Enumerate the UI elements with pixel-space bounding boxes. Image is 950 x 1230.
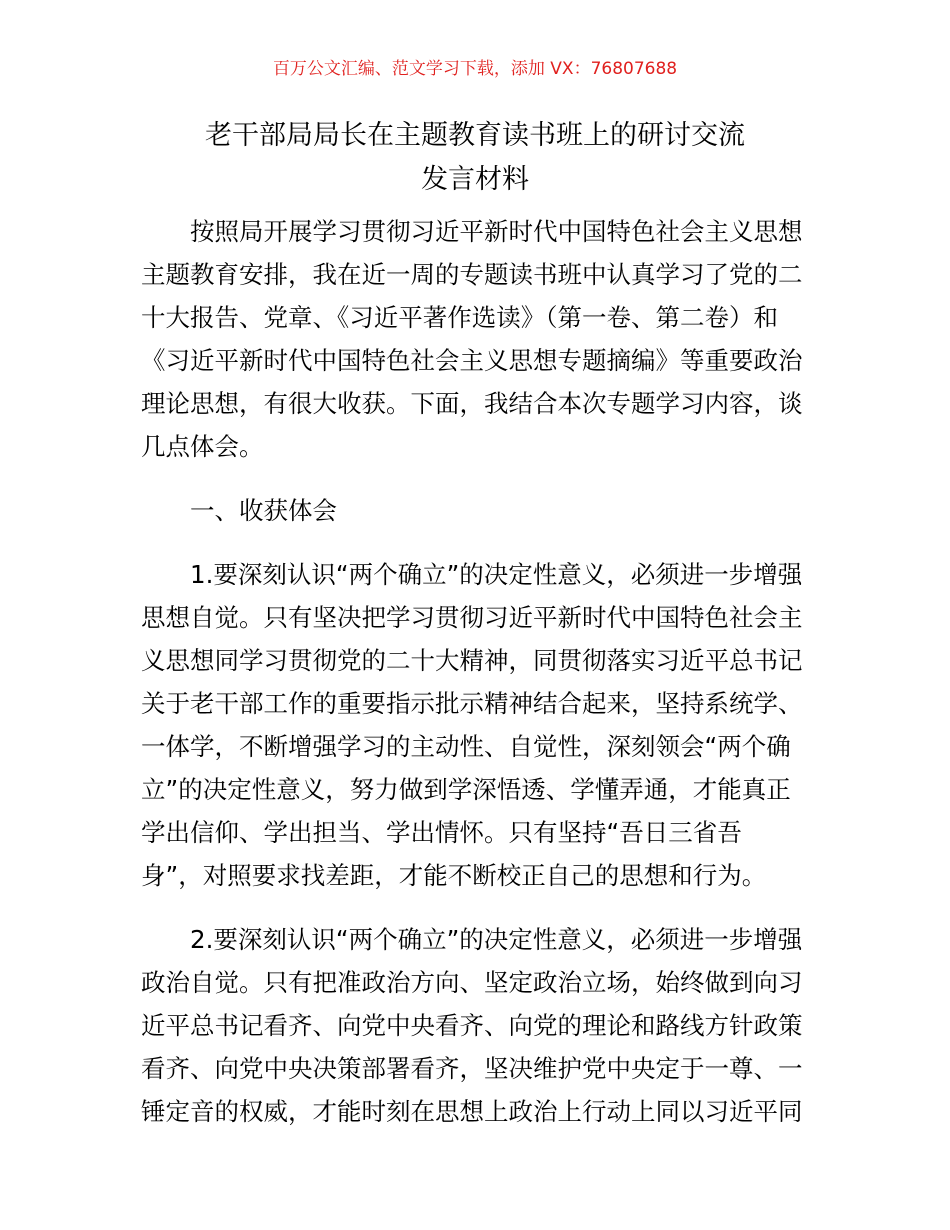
section-heading — [141, 489, 813, 532]
text-line: 政治自觉。只有把准政治方向、坚定政治立场，始终做到向习 — [141, 968, 803, 997]
text-line: 看齐、向党中央决策部署看齐，坚决维护党中央定于一尊、一 — [141, 1054, 803, 1083]
paragraph-point-1 — [141, 553, 813, 897]
text-line: 学出信仰、学出担当、学出情怀。只有坚持“吾日三省吾 — [141, 818, 742, 847]
watermark-banner: 百万公文汇编、范文学习下载，添加 VX：76807688 — [272, 59, 678, 79]
text-line: 几点体会。 — [141, 432, 264, 461]
text-line: 1.要深刻认识“两个确立”的决定性意义，必须进一步增强 — [190, 560, 803, 589]
text-line: 锤定音的权威，才能时刻在思想上政治上行动上同以习近平同 — [141, 1097, 803, 1126]
heading-line: 一、收获体会 — [190, 496, 337, 525]
text-line: 按照局开展学习贯彻习近平新时代中国特色社会主义思想 — [190, 217, 803, 246]
text-line: 一体学，不断增强学习的主动性、自觉性，深刻领会“两个确 — [141, 732, 791, 761]
text-line: 主题教育安排，我在近一周的专题读书班中认真学习了党的二 — [141, 260, 803, 289]
text-line: 关于老干部工作的重要指示批示精神结合起来，坚持系统学、 — [141, 689, 803, 718]
text-line: 理论思想，有很大收获。下面，我结合本次专题学习内容，谈 — [141, 389, 803, 418]
text-line: 身”，对照要求找差距，才能不断校正自己的思想和行为。 — [141, 861, 767, 890]
text-line: 2.要深刻认识“两个确立”的决定性意义，必须进一步增强 — [190, 925, 803, 954]
document-title — [120, 114, 830, 202]
title-line: 老干部局局长在主题教育读书班上的研讨交流 — [205, 120, 745, 151]
text-line: 思想自觉。只有坚决把学习贯彻习近平新时代中国特色社会主 — [141, 603, 803, 632]
text-line: 近平总书记看齐、向党中央看齐、向党的理论和路线方针政策 — [141, 1011, 803, 1040]
document-body — [141, 210, 813, 1154]
text-line: 义思想同学习贯彻党的二十大精神，同贯彻落实习近平总书记 — [141, 646, 803, 675]
paragraph-intro — [141, 210, 813, 468]
paragraph-point-2 — [141, 918, 813, 1133]
text-line: 立”的决定性意义，努力做到学深悟透、学懂弄通，才能真正 — [141, 775, 791, 804]
text-line: 《习近平新时代中国特色社会主义思想专题摘编》等重要政治 — [141, 346, 803, 375]
title-line: 发言材料 — [421, 164, 529, 195]
text-line: 十大报告、党章、《习近平著作选读》（第一卷、第二卷）和 — [141, 303, 778, 332]
